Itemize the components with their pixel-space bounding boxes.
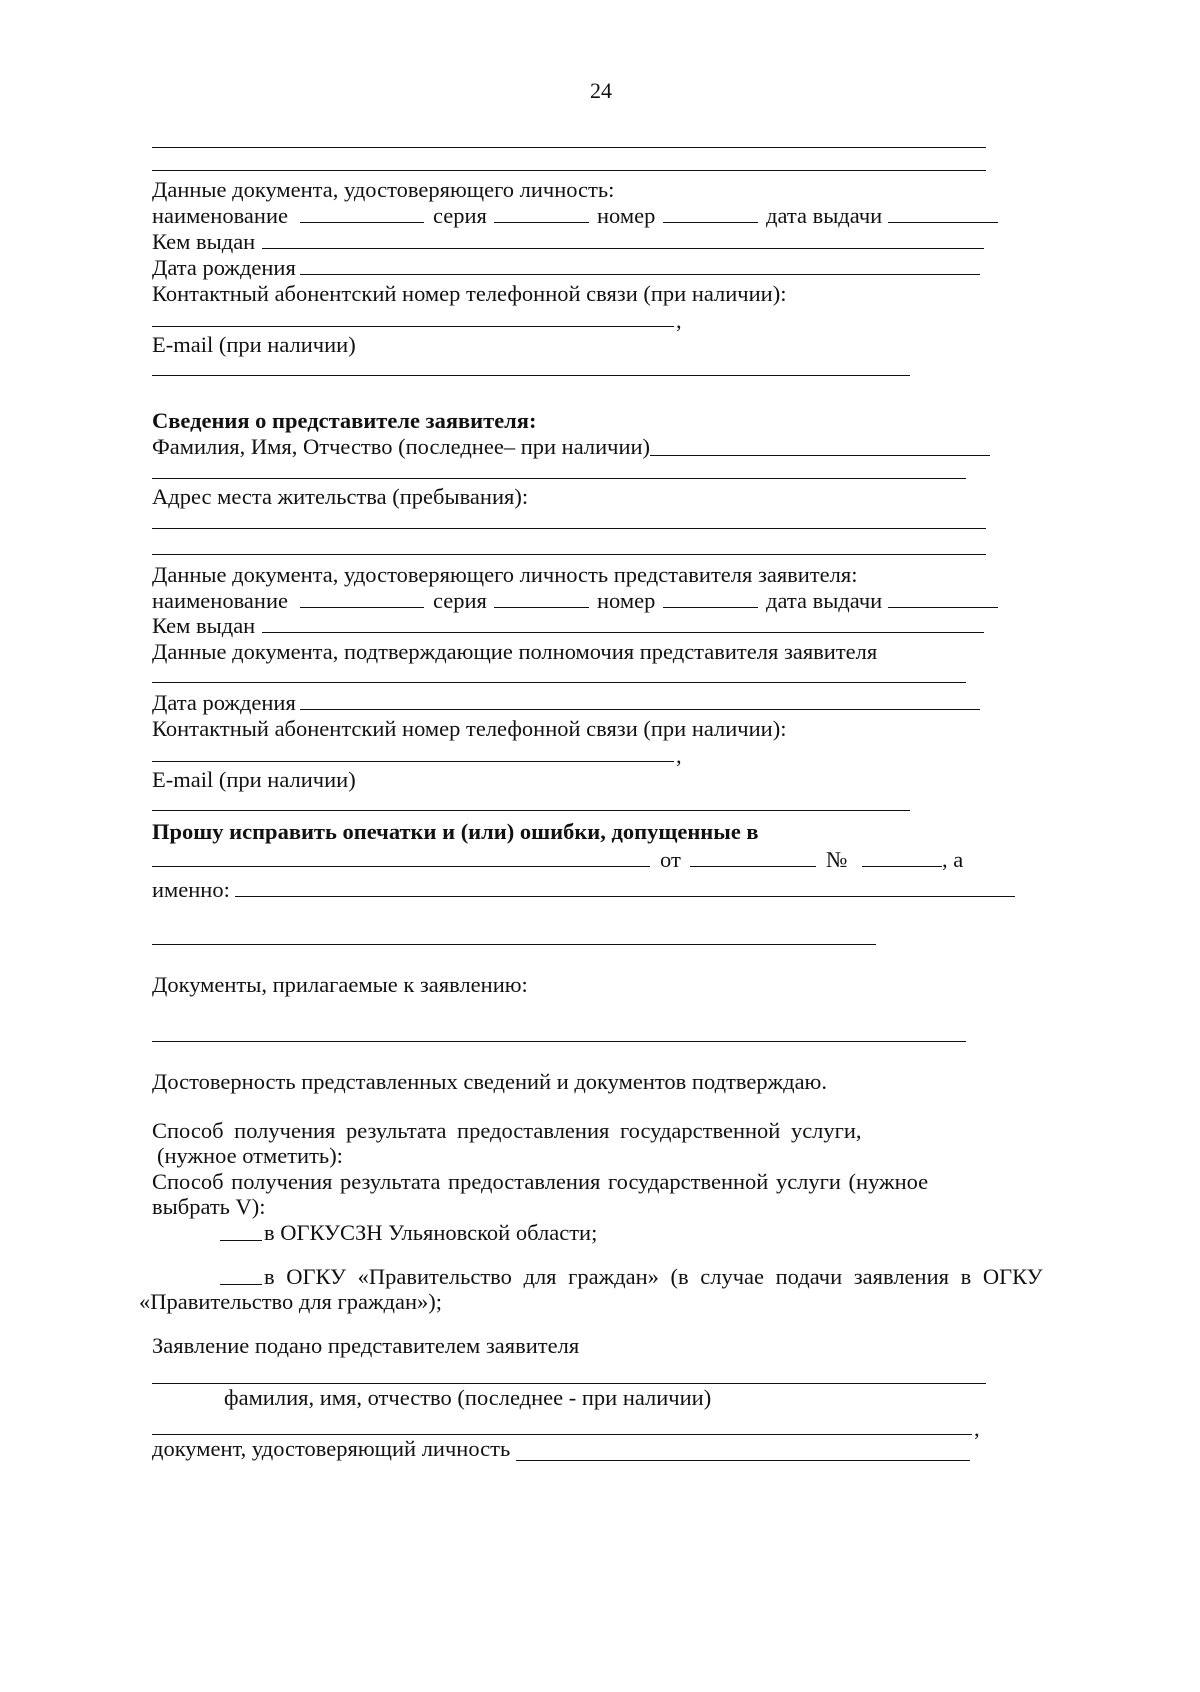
submitted-label: Заявление подано представителем заявителя (152, 1333, 580, 1358)
correction-doc-line (152, 866, 650, 867)
rep-phone-label: Контактный абонентский номер телефонной связи (при наличии): (152, 716, 787, 741)
doc-series-label: серия (433, 203, 487, 228)
correction-namely-label: именно: (152, 877, 230, 902)
rep-phone-comma: , (676, 743, 682, 768)
submitted-fio-line (152, 1383, 986, 1384)
rep-doc-number-line (663, 607, 758, 608)
representative-heading: Сведения о представителе заявителя: (152, 408, 537, 433)
correction-number-sign: № (826, 847, 848, 872)
confirmation-text: Достоверность представленных сведений и документов подтверждаю. (152, 1069, 827, 1094)
correction-namely-line (235, 896, 1015, 897)
rep-authority-line (152, 682, 966, 683)
rep-phone-line (152, 761, 674, 762)
option1-checkbox-line (220, 1240, 262, 1241)
method-option-1: в ОГКУСЗН Ульяновской области; (264, 1220, 598, 1245)
method-option-2-line-2: «Правительство для граждан»); (139, 1289, 443, 1314)
phone-line (152, 326, 674, 327)
doc-name-label: наименование (152, 203, 288, 228)
rep-doc-series-label: серия (433, 588, 487, 613)
correction-heading: Прошу исправить опечатки и (или) ошибки, допущенные в (152, 819, 759, 844)
method-line-2: (нужное отметить): (157, 1143, 343, 1168)
doc-number-label: номер (597, 203, 656, 228)
rep-doc-issue-date-line (888, 607, 998, 608)
rep-address-line (152, 528, 986, 529)
issued-by-line (262, 248, 984, 249)
rep-birth-date-line (300, 709, 980, 710)
birth-date-label: Дата рождения (152, 255, 296, 280)
page-number: 24 (590, 78, 612, 103)
submitted-comma: , (974, 1416, 980, 1441)
attachments-line (152, 1041, 966, 1042)
birth-date-line (300, 274, 980, 275)
submitted-id-doc-line (516, 1460, 970, 1461)
rep-doc-heading: Данные документа, удостоверяющего личность представителя заявителя: (152, 562, 858, 587)
rep-address-line-2 (152, 554, 986, 555)
option2-checkbox-line (220, 1284, 262, 1285)
correction-namely-line-2 (152, 944, 876, 945)
method-line-3: Способ получения результата предоставления государственной услуги (нужное (152, 1169, 929, 1194)
rep-address-label: Адрес места жительства (пребывания): (152, 484, 529, 509)
rep-doc-issue-date-label: дата выдачи (766, 588, 883, 613)
method-option-2-line-1: в ОГКУ «Правительство для граждан» (в случае подачи заявления в ОГКУ (264, 1264, 1043, 1289)
attachments-label: Документы, прилагаемые к заявлению: (152, 972, 528, 997)
method-line-1: Способ получения результата предоставления государственной услуги, (152, 1118, 862, 1143)
correction-date-line (690, 866, 816, 867)
rep-authority-label: Данные документа, подтверждающие полномочия представителя заявителя (152, 639, 878, 664)
rep-fio-line (650, 455, 990, 456)
rep-doc-number-label: номер (597, 588, 656, 613)
correction-from-label: от (660, 847, 681, 872)
applicant-doc-heading: Данные документа, удостоверяющего личность: (152, 177, 615, 202)
phone-comma: , (676, 308, 682, 333)
blank-line (152, 170, 986, 171)
submitted-sign-line (152, 1434, 972, 1435)
blank-line (152, 147, 986, 148)
submitted-id-doc-label: документ, удостоверяющий личность (152, 1436, 511, 1461)
rep-issued-by-label: Кем выдан (152, 613, 256, 638)
rep-doc-series-line (494, 607, 589, 608)
rep-email-label: E-mail (при наличии) (152, 767, 356, 792)
doc-issue-date-line (888, 222, 998, 223)
correction-and-label: , а (942, 847, 964, 872)
email-line (152, 375, 910, 376)
doc-issue-date-label: дата выдачи (766, 203, 883, 228)
doc-series-line (494, 222, 589, 223)
rep-fio-label: Фамилия, Имя, Отчество (последнее– при наличии) (152, 434, 651, 459)
rep-fio-line-2 (152, 478, 966, 479)
rep-doc-name-line (300, 607, 424, 608)
correction-number-line (862, 866, 942, 867)
doc-number-line (663, 222, 758, 223)
rep-birth-date-label: Дата рождения (152, 690, 296, 715)
doc-name-line (300, 222, 424, 223)
phone-label: Контактный абонентский номер телефонной связи (при наличии): (152, 281, 787, 306)
issued-by-label: Кем выдан (152, 229, 256, 254)
rep-email-line (152, 810, 910, 811)
rep-doc-name-label: наименование (152, 588, 288, 613)
submitted-fio-caption: фамилия, имя, отчество (последнее - при наличии) (224, 1385, 712, 1410)
email-label: E-mail (при наличии) (152, 332, 356, 357)
method-line-4: выбрать V): (152, 1194, 266, 1219)
rep-issued-by-line (262, 632, 984, 633)
